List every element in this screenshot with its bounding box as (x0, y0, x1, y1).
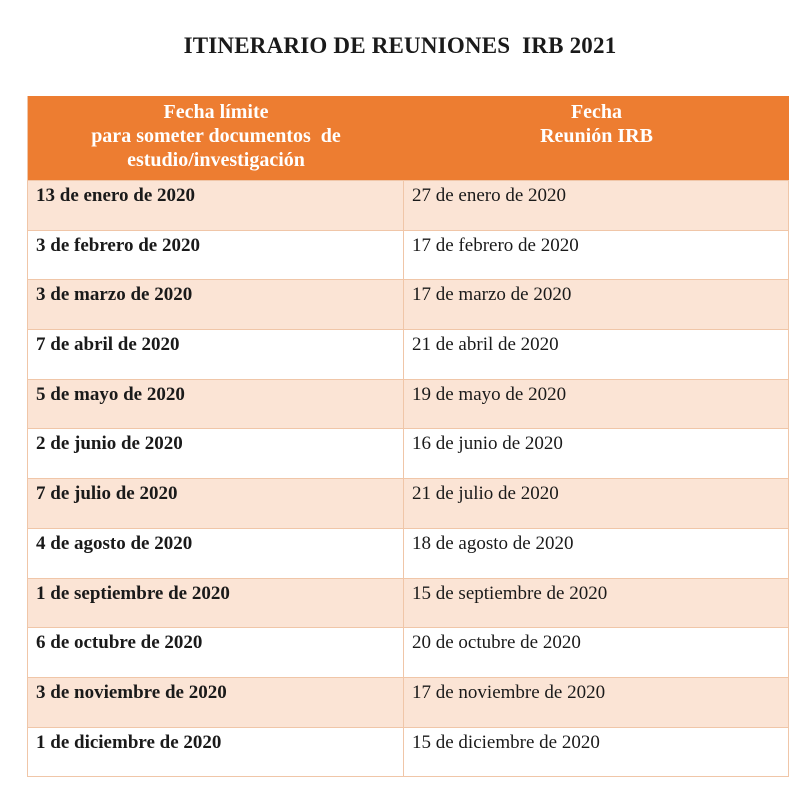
deadline-cell: 3 de noviembre de 2020 (28, 678, 404, 727)
deadline-cell: 7 de julio de 2020 (28, 479, 404, 528)
deadline-cell: 13 de enero de 2020 (28, 181, 404, 230)
table-row (28, 677, 789, 727)
deadline-cell: 3 de febrero de 2020 (28, 231, 404, 280)
meeting-date-cell: 27 de enero de 2020 (404, 181, 789, 230)
deadline-cell: 1 de diciembre de 2020 (28, 728, 404, 777)
deadline-cell: 3 de marzo de 2020 (28, 280, 404, 329)
table-row (28, 379, 789, 429)
header-meeting-date: Fecha Reunión IRB (540, 101, 653, 147)
page-title: ITINERARIO DE REUNIONES IRB 2021 (183, 33, 617, 58)
table-row (28, 279, 789, 329)
table-row (28, 627, 789, 677)
meeting-date-cell: 19 de mayo de 2020 (404, 380, 789, 429)
table-row (28, 428, 789, 478)
meeting-date-cell: 17 de marzo de 2020 (404, 280, 789, 329)
table-row (28, 528, 789, 578)
header-deadline: Fecha límite para someter documentos de estudio/investigación (91, 101, 341, 171)
table-row (28, 578, 789, 628)
table-row (28, 230, 789, 280)
table-row (28, 329, 789, 379)
table-row (28, 180, 789, 230)
schedule-table (27, 96, 789, 777)
meeting-date-cell: 21 de julio de 2020 (404, 479, 789, 528)
meeting-date-cell: 15 de septiembre de 2020 (404, 579, 789, 628)
table-body (28, 180, 789, 776)
deadline-cell: 5 de mayo de 2020 (28, 380, 404, 429)
meeting-date-cell: 16 de junio de 2020 (404, 429, 789, 478)
deadline-cell: 6 de octubre de 2020 (28, 628, 404, 677)
meeting-date-cell: 15 de diciembre de 2020 (404, 728, 789, 777)
deadline-cell: 2 de junio de 2020 (28, 429, 404, 478)
table-header-row (28, 96, 789, 180)
meeting-date-cell: 18 de agosto de 2020 (404, 529, 789, 578)
meeting-date-cell: 21 de abril de 2020 (404, 330, 789, 379)
meeting-date-cell: 17 de febrero de 2020 (404, 231, 789, 280)
table-row (28, 727, 789, 777)
deadline-cell: 7 de abril de 2020 (28, 330, 404, 379)
meeting-date-cell: 17 de noviembre de 2020 (404, 678, 789, 727)
meeting-date-cell: 20 de octubre de 2020 (404, 628, 789, 677)
table-row (28, 478, 789, 528)
deadline-cell: 4 de agosto de 2020 (28, 529, 404, 578)
deadline-cell: 1 de septiembre de 2020 (28, 579, 404, 628)
